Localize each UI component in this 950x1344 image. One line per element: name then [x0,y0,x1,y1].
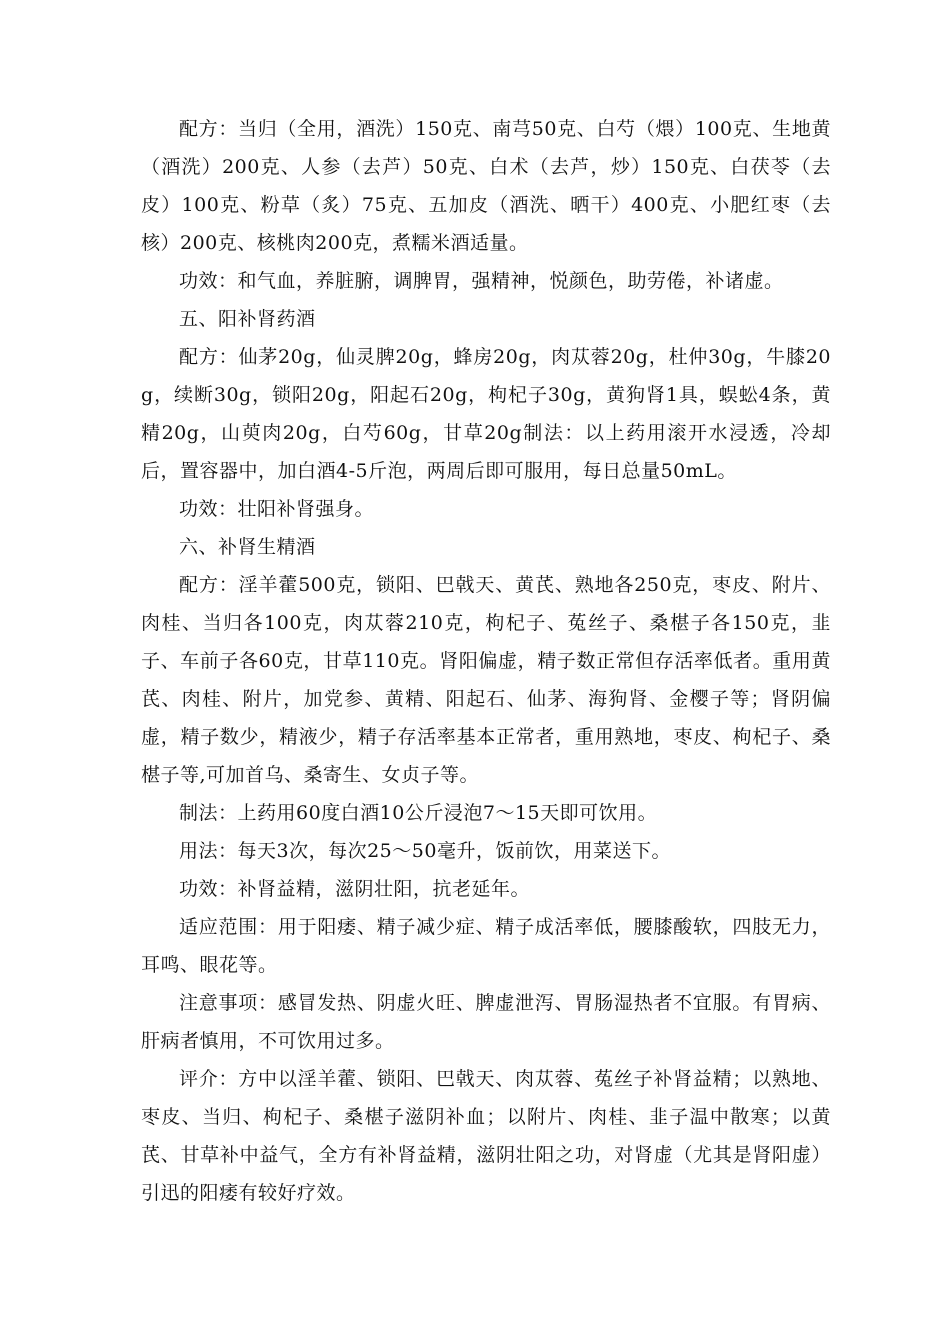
paragraph-commentary-6: 评介：方中以淫羊藿、锁阳、巴戟天、肉苁蓉、菟丝子补肾益精；以熟地、枣皮、当归、枸杞子、桑椹子滋阴补血；以附片、肉桂、韭子温中散寒；以黄芪、甘草补中益气，全方有补肾益精，滋阴壮阳之功，对肾虚（尤其是肾阳虚）引迅的阳痿有较好疗效。 [141,1068,831,1204]
paragraph-usage-6: 用法：每天3次，每次25～50毫升，饭前饮，用菜送下。 [179,840,671,862]
paragraph-formula-5: 配方：仙茅20g，仙灵脾20g，蜂房20g，肉苁蓉20g，杜仲30g，牛膝20g，续断30g，锁阳20g，阳起石20g，枸杞子30g，黄狗肾1具，蜈蚣4条，黄精20g，山萸肉20g，白芍60g，甘草20g制法：以上药用滚开水浸透，冷却后，置容器中，加白酒4-5斤泡，两周后即可服用，每日总量50mL。 [141,346,831,482]
paragraph-efficacy-1: 功效：和气血，养脏腑，调脾胃，强精神，悦颜色，助劳倦，补诸虚。 [179,270,784,292]
section-heading-5: 五、阳补肾药酒 [179,308,316,330]
paragraph-formula-1: 配方：当归（全用，酒洗）150克、南芎50克、白芍（煨）100克、生地黄（酒洗）200克、人参（去芦）50克、白术（去芦，炒）150克、白茯苓（去皮）100克、粉草（炙）75克、五加皮（酒洗、晒干）400克、小肥红枣（去核）200克、核桃肉200克，煮糯米酒适量。 [141,118,831,254]
paragraph-efficacy-5: 功效：壮阳补肾强身。 [179,498,375,520]
section-heading-6: 六、补肾生精酒 [179,536,316,558]
document-body [141,110,831,1212]
paragraph-formula-6: 配方：淫羊藿500克，锁阳、巴戟天、黄芪、熟地各250克，枣皮、附片、肉桂、当归各100克，肉苁蓉210克，枸杞子、菟丝子、桑椹子各150克，韭子、车前子各60克，甘草110克。肾阳偏虚，精子数正常但存活率低者。重用黄芪、肉桂、附片，加党参、黄精、阳起石、仙茅、海狗肾、金樱子等；肾阴偏虚，精子数少，精液少，精子存活率基本正常者，重用熟地，枣皮、枸杞子、桑椹子等,可加首乌、桑寄生、女贞子等。 [141,574,831,786]
paragraph-preparation-6: 制法：上药用60度白酒10公斤浸泡7～15天即可饮用。 [179,802,658,824]
paragraph-precautions-6: 注意事项：感冒发热、阴虚火旺、脾虚泄泻、胃肠湿热者不宜服。有胃病、肝病者慎用，不可饮用过多。 [141,992,831,1052]
paragraph-efficacy-6: 功效：补肾益精，滋阴壮阳，抗老延年。 [179,878,531,900]
paragraph-indications-6: 适应范围：用于阳痿、精子减少症、精子成活率低，腰膝酸软，四肢无力，耳鸣、眼花等。 [141,916,831,976]
